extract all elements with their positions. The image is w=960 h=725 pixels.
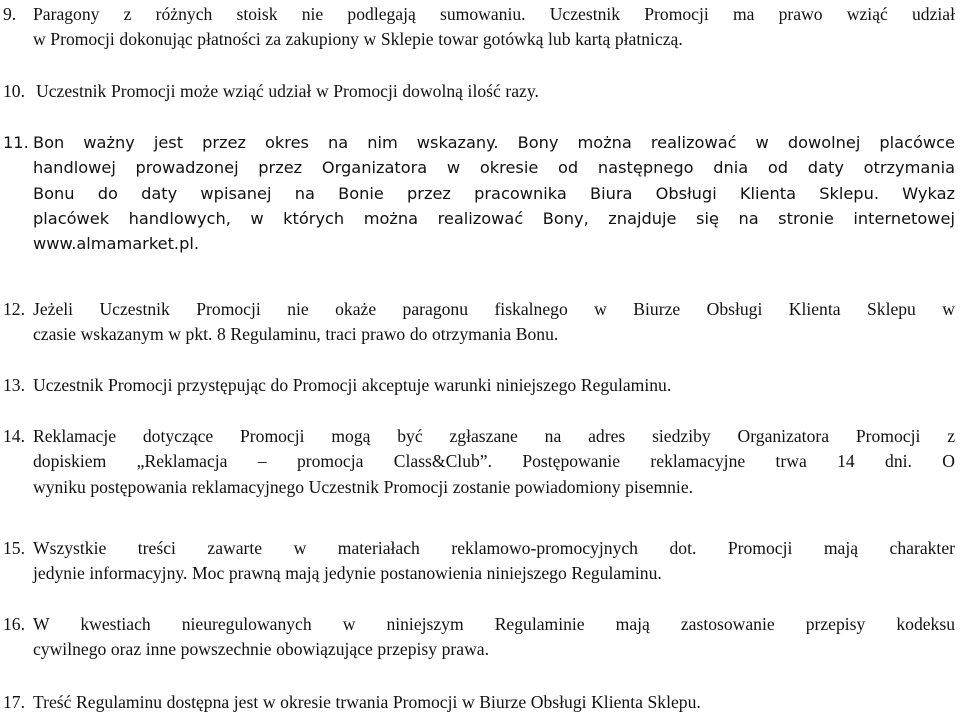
item-line: Wszystkie treści zawarte w materiałach reklamowo-promocyjnych dot. Promocji mają charakter xyxy=(33,538,955,558)
item-line: czasie wskazanym w pkt. 8 Regulaminu, traci prawo do otrzymania Bonu. xyxy=(33,324,559,345)
item-text xyxy=(33,536,955,587)
item-text xyxy=(33,297,955,348)
item-line: Treść Regulaminu dostępna jest w okresie trwania Promocji w Biurze Obsługi Klienta Sklepu. xyxy=(33,692,701,712)
item-text xyxy=(33,690,955,715)
item-text xyxy=(33,2,955,53)
item-line: handlowej prowadzonej przez Organizatora w okresie od następnego dnia od daty otrzymania xyxy=(33,158,955,178)
item-number: 9. xyxy=(3,4,17,24)
item-text xyxy=(33,130,955,256)
item-text xyxy=(36,79,958,104)
item-text xyxy=(33,612,955,663)
item-line: Bonu do daty wpisanej na Bonie przez pracownika Biura Obsługi Klienta Sklepu. Wykaz xyxy=(33,183,955,203)
item-line: dopiskiem „Reklamacja – promocja Class&Club”. Postępowanie reklamacyjne trwa 14 dni. O xyxy=(33,451,955,472)
item-number: 15. xyxy=(3,538,25,558)
item-number: 14. xyxy=(3,426,25,446)
item-line: Jeżeli Uczestnik Promocji nie okaże paragonu fiskalnego w Biurze Obsługi Klienta Sklepu w xyxy=(33,299,955,319)
item-number: 10. xyxy=(3,81,25,101)
item-line: jedynie informacyjny. Moc prawną mają jedynie postanowienia niniejszego Regulaminu. xyxy=(33,563,662,584)
item-line: cywilnego oraz inne powszechnie obowiązujące przepisy prawa. xyxy=(33,639,490,660)
item-line: w Promocji dokonując płatności za zakupiony w Sklepie towar gotówką lub kartą płatniczą. xyxy=(33,29,683,50)
item-line: Reklamacje dotyczące Promocji mogą być zgłaszane na adres siedziby Organizatora Promocji z xyxy=(33,426,955,446)
item-line: Uczestnik Promocji przystępując do Promocji akceptuje warunki niniejszego Regulaminu. xyxy=(33,375,672,395)
item-number: 12. xyxy=(3,299,25,319)
item-number: 17. xyxy=(3,692,25,712)
item-line: Paragony z różnych stoisk nie podlegają sumowaniu. Uczestnik Promocji ma prawo wziąć udział xyxy=(33,4,955,24)
item-line: Uczestnik Promocji może wziąć udział w Promocji dowolną ilość razy. xyxy=(36,81,539,101)
item-line: wyniku postępowania reklamacyjnego Uczestnik Promocji zostanie powiadomiony pisemnie. xyxy=(33,476,694,497)
item-line: W kwestiach nieuregulowanych w niniejszym Regulaminie mają zastosowanie przepisy kodeksu xyxy=(33,614,955,634)
item-line: placówek handlowych, w których można realizować Bony, znajduje się na stronie internetowej xyxy=(33,208,955,228)
item-line: www.almamarket.pl. xyxy=(33,234,199,254)
item-text xyxy=(33,424,955,500)
item-number: 11. xyxy=(3,133,29,152)
item-number: 16. xyxy=(3,614,25,634)
item-line: Bon ważny jest przez okres na nim wskazany. Bony można realizować w dowolnej placówce xyxy=(33,133,955,152)
item-number: 13. xyxy=(3,375,25,395)
item-text xyxy=(33,373,955,398)
